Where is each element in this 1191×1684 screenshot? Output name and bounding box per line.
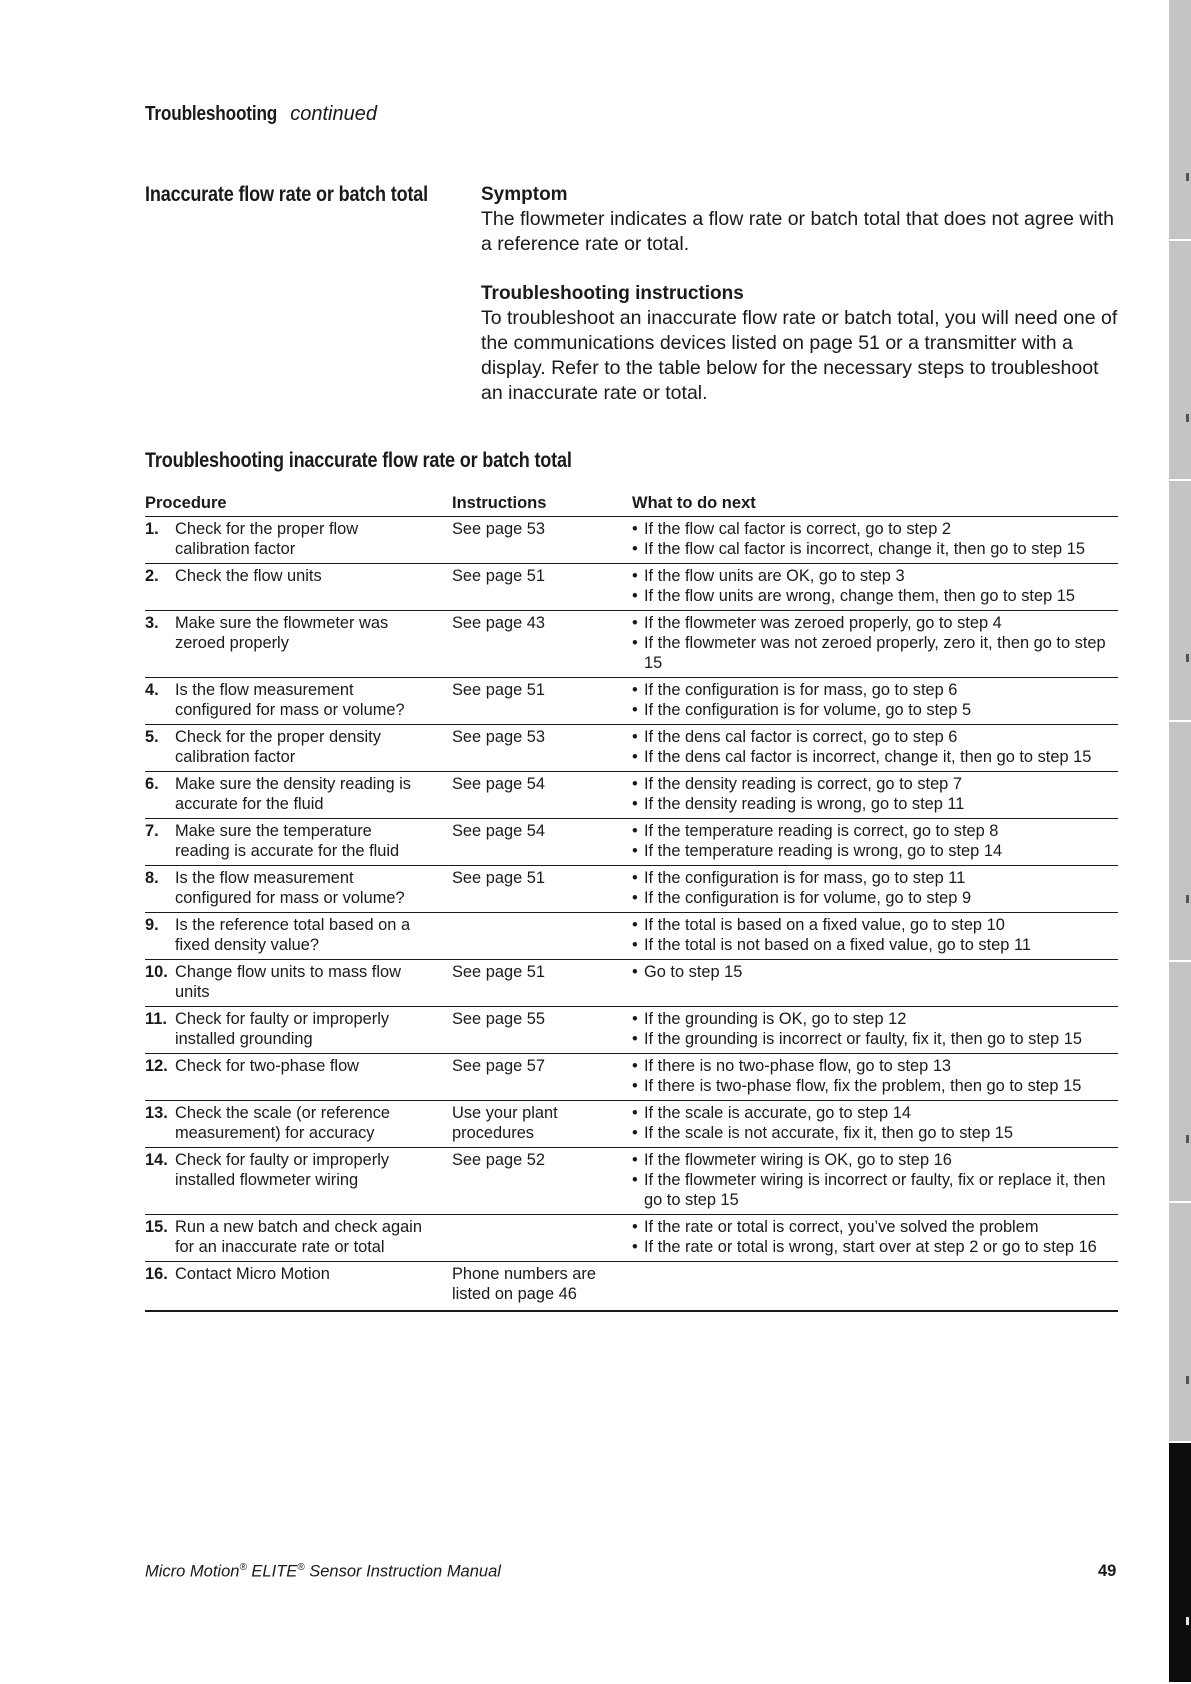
instructions-text: See page 51: [452, 567, 545, 585]
next-steps-cell: [632, 772, 1118, 819]
instructions-text: See page 54: [452, 775, 545, 793]
next-step-item: • If the density reading is wrong, go to step 11: [632, 794, 1118, 814]
table-row: [145, 517, 1118, 564]
next-steps-cell: [632, 960, 1118, 1007]
next-step-item: • If the flowmeter wiring is incorrect or faulty, fix or replace it, then go to step 15: [632, 1170, 1118, 1210]
header-title: Troubleshooting: [145, 103, 278, 125]
section-tab: [1169, 1203, 1191, 1444]
next-step-item: • If the density reading is correct, go to step 7: [632, 774, 1118, 794]
next-steps-cell: [632, 819, 1118, 866]
next-step-item: • If the temperature reading is wrong, go to step 14: [632, 841, 1118, 861]
table-row: [145, 819, 1118, 866]
instructions-cell: [452, 678, 632, 725]
step-number: 7.: [145, 822, 159, 840]
instructions-cell: [452, 564, 632, 611]
procedure-cell: [145, 1215, 452, 1262]
table-row: [145, 1101, 1118, 1148]
next-steps-cell: [632, 725, 1118, 772]
next-steps-list: [632, 566, 1118, 606]
next-step-item: • If the rate or total is wrong, start over at step 2 or go to step 16: [632, 1237, 1118, 1257]
procedure-cell: [145, 1101, 452, 1148]
instructions-text: See page 51: [452, 681, 545, 699]
table-row: [145, 960, 1118, 1007]
step-number: 15.: [145, 1218, 168, 1236]
table-title: Troubleshooting inaccurate flow rate or batch total: [145, 449, 572, 472]
next-step-item: • If the configuration is for volume, go to step 9: [632, 888, 1118, 908]
next-step-item: • If the flowmeter wiring is OK, go to step 16: [632, 1150, 1118, 1170]
table-row: [145, 1054, 1118, 1101]
next-step-item: • If the grounding is incorrect or faulty, fix it, then go to step 15: [632, 1029, 1118, 1049]
instructions-text: See page 51: [452, 869, 545, 887]
instructions-cell: [452, 819, 632, 866]
tab-marker: [1186, 414, 1189, 422]
next-steps-list: [632, 613, 1118, 673]
procedure-text: Make sure the flowmeter was zeroed properly: [175, 614, 389, 652]
section-title: Inaccurate flow rate or batch total: [145, 183, 429, 206]
tab-marker: [1186, 1617, 1189, 1625]
next-step-item: • If the configuration is for mass, go to step 6: [632, 680, 1118, 700]
next-steps-list: [632, 821, 1118, 861]
procedure-text: Check for faulty or improperly installed flowmeter wiring: [175, 1151, 390, 1189]
procedure-cell: [145, 1007, 452, 1054]
tab-marker: [1186, 654, 1189, 662]
next-step-item: • If there is no two-phase flow, go to step 13: [632, 1056, 1118, 1076]
instructions-text: See page 53: [452, 520, 545, 538]
next-steps-cell: [632, 1148, 1118, 1215]
instructions-cell: [452, 913, 632, 960]
procedure-cell: [145, 678, 452, 725]
section-tab: [1169, 722, 1191, 963]
troubleshooting-table: [145, 491, 1118, 1312]
next-steps-cell: [632, 1101, 1118, 1148]
step-number: 4.: [145, 681, 159, 699]
table-row: [145, 772, 1118, 819]
instructions-heading: Troubleshooting instructions: [481, 283, 744, 304]
header-continued: continued: [290, 103, 377, 125]
next-step-item: • If the flow cal factor is correct, go to step 2: [632, 519, 1118, 539]
procedure-cell: [145, 611, 452, 678]
symptom-heading: Symptom: [481, 184, 568, 205]
tab-marker: [1186, 1376, 1189, 1384]
table-body: [145, 517, 1118, 1312]
instructions-cell: [452, 772, 632, 819]
next-step-item: • If the grounding is OK, go to step 12: [632, 1009, 1118, 1029]
next-steps-list: [632, 1009, 1118, 1049]
next-steps-list: [632, 1103, 1118, 1143]
step-number: 16.: [145, 1265, 168, 1283]
next-steps-list: [632, 1056, 1118, 1096]
instructions-text: See page 53: [452, 728, 545, 746]
header-instructions: Instructions: [452, 491, 632, 517]
next-steps-list: [632, 962, 1118, 982]
procedure-cell: [145, 819, 452, 866]
instructions-text: Use your plant procedures: [452, 1104, 558, 1142]
instructions-cell: [452, 1262, 632, 1312]
next-step-item: • If the flow cal factor is incorrect, change it, then go to step 15: [632, 539, 1118, 559]
next-steps-cell: [632, 866, 1118, 913]
next-step-item: • If the configuration is for mass, go to step 11: [632, 868, 1118, 888]
next-step-item: • If the flow units are wrong, change them, then go to step 15: [632, 586, 1118, 606]
next-steps-list: [632, 680, 1118, 720]
procedure-cell: [145, 1148, 452, 1215]
procedure-cell: [145, 913, 452, 960]
next-steps-cell: [632, 913, 1118, 960]
registered-mark: ®: [239, 1562, 247, 1573]
instructions-cell: [452, 517, 632, 564]
tab-marker: [1186, 173, 1189, 181]
header-what-next: What to do next: [632, 491, 1118, 517]
section-description: [481, 182, 1121, 406]
instructions-cell: [452, 1101, 632, 1148]
instructions-text: Phone numbers are listed on page 46: [452, 1265, 596, 1303]
instructions-cell: [452, 611, 632, 678]
footer-product: ELITE: [251, 1562, 298, 1581]
next-step-item: • If the configuration is for volume, go to step 5: [632, 700, 1118, 720]
next-step-item: • If the scale is not accurate, fix it, then go to step 15: [632, 1123, 1118, 1143]
step-number: 14.: [145, 1151, 168, 1169]
procedure-cell: [145, 564, 452, 611]
footer-manual-title: [145, 1562, 501, 1582]
procedure-cell: [145, 772, 452, 819]
step-number: 6.: [145, 775, 159, 793]
procedure-text: Make sure the density reading is accurate for the fluid: [175, 775, 411, 813]
step-number: 12.: [145, 1057, 168, 1075]
next-steps-list: [632, 1217, 1118, 1257]
table-row: [145, 678, 1118, 725]
page-header: [145, 103, 377, 126]
tab-marker: [1186, 895, 1189, 903]
next-steps-cell: [632, 517, 1118, 564]
table-row: [145, 866, 1118, 913]
page-number: 49: [1098, 1562, 1117, 1580]
instructions-cell: [452, 960, 632, 1007]
step-number: 11.: [145, 1010, 167, 1028]
step-number: 3.: [145, 614, 159, 632]
procedure-text: Is the reference total based on a fixed density value?: [175, 916, 411, 954]
instructions-text: See page 43: [452, 614, 545, 632]
next-steps-cell: [632, 678, 1118, 725]
section-tab: [1169, 241, 1191, 482]
instructions-cell: [452, 1148, 632, 1215]
next-step-item: • If the dens cal factor is incorrect, change it, then go to step 15: [632, 747, 1118, 767]
table-row: [145, 611, 1118, 678]
procedure-cell: [145, 725, 452, 772]
instructions-text: To troubleshoot an inaccurate flow rate or batch total, you will need one of the communications devices listed on page 51 or a transmitter with a display. Refer to the table below for the necessary steps to troubleshoot an inaccurate rate or total.: [481, 307, 1118, 404]
instructions-cell: [452, 866, 632, 913]
header-procedure: Procedure: [145, 491, 452, 517]
procedure-cell: [145, 517, 452, 564]
section-tab: [1169, 0, 1191, 241]
next-step-item: • If the scale is accurate, go to step 14: [632, 1103, 1118, 1123]
procedure-text: Make sure the temperature reading is accurate for the fluid: [175, 822, 400, 860]
instructions-text: See page 54: [452, 822, 545, 840]
table-row: [145, 1262, 1118, 1312]
table-row: [145, 1148, 1118, 1215]
next-step-item: • If the total is not based on a fixed value, go to step 11: [632, 935, 1118, 955]
next-steps-list: [632, 519, 1118, 559]
instructions-text: See page 51: [452, 963, 545, 981]
step-number: 13.: [145, 1104, 168, 1122]
instructions-cell: [452, 1007, 632, 1054]
next-step-item: • Go to step 15: [632, 962, 1118, 982]
procedure-text: Check for the proper flow calibration factor: [175, 520, 359, 558]
instructions-cell: [452, 1215, 632, 1262]
next-step-item: • If there is two-phase flow, fix the problem, then go to step 15: [632, 1076, 1118, 1096]
next-steps-cell: [632, 1262, 1118, 1312]
procedure-text: Check for two-phase flow: [175, 1057, 360, 1075]
section-tabs: [1169, 0, 1191, 1684]
next-step-item: • If the temperature reading is correct, go to step 8: [632, 821, 1118, 841]
next-steps-list: [632, 868, 1118, 908]
procedure-text: Change flow units to mass flow units: [175, 963, 401, 1001]
next-step-item: • If the dens cal factor is correct, go to step 6: [632, 727, 1118, 747]
procedure-cell: [145, 1054, 452, 1101]
instructions-text: See page 55: [452, 1010, 545, 1028]
table-row: [145, 1007, 1118, 1054]
next-steps-list: [632, 1150, 1118, 1210]
procedure-text: Check the scale (or reference measurement) for accuracy: [175, 1104, 390, 1142]
next-steps-cell: [632, 1215, 1118, 1262]
next-steps-cell: [632, 1054, 1118, 1101]
section-tab: [1169, 962, 1191, 1203]
procedure-cell: [145, 960, 452, 1007]
table-row: [145, 913, 1118, 960]
step-number: 8.: [145, 869, 159, 887]
section-tab: [1169, 1443, 1191, 1684]
next-step-item: • If the rate or total is correct, you’ve solved the problem: [632, 1217, 1118, 1237]
instructions-text: See page 52: [452, 1151, 545, 1169]
next-step-item: • If the flow units are OK, go to step 3: [632, 566, 1118, 586]
section-tab: [1169, 481, 1191, 722]
procedure-text: Is the flow measurement configured for mass or volume?: [175, 681, 405, 719]
instructions-text: See page 57: [452, 1057, 545, 1075]
footer-manual: Sensor Instruction Manual: [309, 1562, 501, 1581]
next-steps-list: [632, 774, 1118, 814]
next-steps-cell: [632, 611, 1118, 678]
step-number: 5.: [145, 728, 159, 746]
table-header-row: [145, 491, 1118, 517]
procedure-cell: [145, 866, 452, 913]
procedure-text: Is the flow measurement configured for mass or volume?: [175, 869, 405, 907]
step-number: 10.: [145, 963, 168, 981]
next-steps-list: [632, 915, 1118, 955]
footer-brand: Micro Motion: [145, 1562, 240, 1581]
table-row: [145, 564, 1118, 611]
next-steps-cell: [632, 1007, 1118, 1054]
procedure-text: Contact Micro Motion: [175, 1265, 330, 1283]
procedure-text: Run a new batch and check again for an inaccurate rate or total: [175, 1218, 422, 1256]
procedure-text: Check for faulty or improperly installed grounding: [175, 1010, 390, 1048]
instructions-cell: [452, 725, 632, 772]
procedure-text: Check the flow units: [175, 567, 322, 585]
next-step-item: • If the flowmeter was not zeroed properly, zero it, then go to step 15: [632, 633, 1118, 673]
symptom-text: The flowmeter indicates a flow rate or batch total that does not agree with a reference rate or total.: [481, 208, 1115, 255]
next-steps-list: [632, 727, 1118, 767]
step-number: 1.: [145, 520, 159, 538]
next-steps-cell: [632, 564, 1118, 611]
registered-mark: ®: [297, 1562, 305, 1573]
table-row: [145, 1215, 1118, 1262]
procedure-cell: [145, 1262, 452, 1312]
next-step-item: • If the flowmeter was zeroed properly, go to step 4: [632, 613, 1118, 633]
next-step-item: • If the total is based on a fixed value, go to step 10: [632, 915, 1118, 935]
table-row: [145, 725, 1118, 772]
tab-marker: [1186, 1135, 1189, 1143]
step-number: 2.: [145, 567, 159, 585]
step-number: 9.: [145, 916, 159, 934]
instructions-cell: [452, 1054, 632, 1101]
procedure-text: Check for the proper density calibration factor: [175, 728, 381, 766]
